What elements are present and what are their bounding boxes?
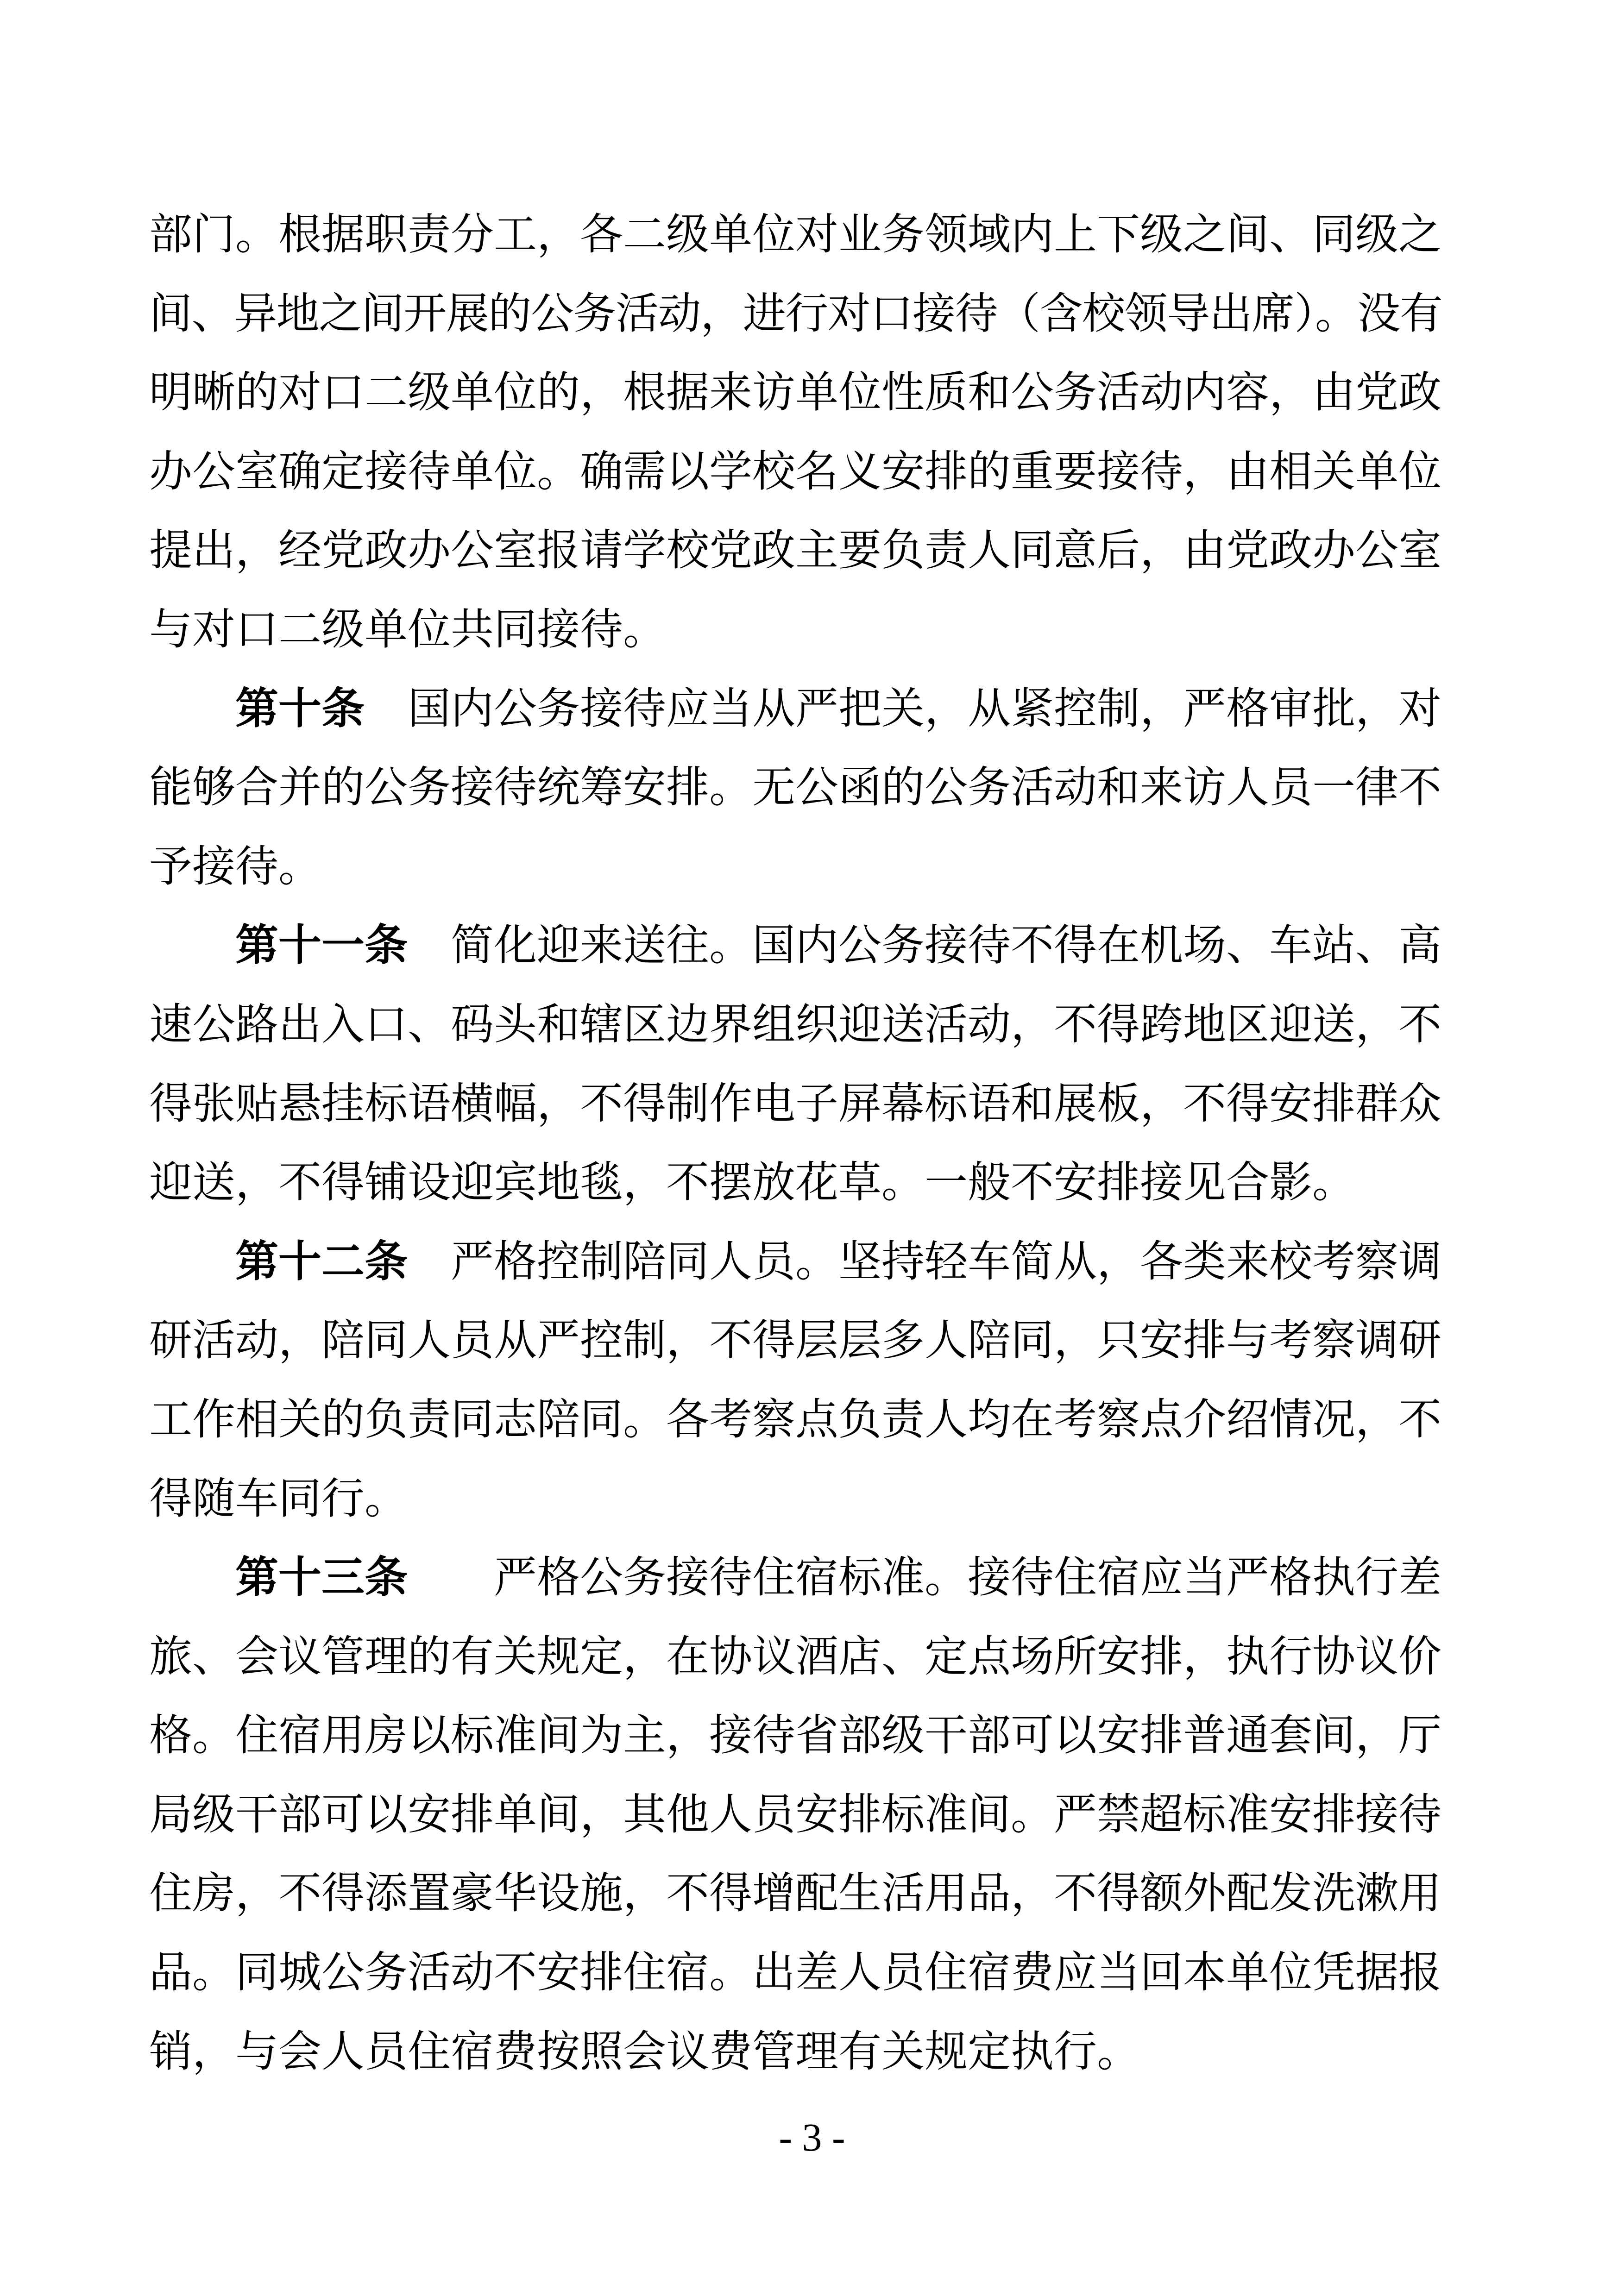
article-number: 第十三条: [235, 1554, 408, 1602]
line-text: 简化迎来送往。国内公务接待不得在机场、车站、高: [408, 922, 1441, 970]
text-line: [149, 670, 1441, 749]
text-line: 销，与会人员住宿费按照会议费管理有关规定执行。: [149, 2028, 1140, 2076]
text-line: [149, 907, 1441, 986]
text-line: 格。住宿用房以标准间为主，接待省部级干部可以安排普通套间，厅: [149, 1712, 1441, 1760]
text-line: 部门。根据职责分工，各二级单位对业务领域内上下级之间、同级之: [149, 211, 1441, 259]
text-line: 得张贴悬挂标语横幅，不得制作电子屏幕标语和展板，不得安排群众: [149, 1080, 1441, 1128]
text-line: 间、异地之间开展的公务活动，进行对口接待（含校领导出席）。没有: [149, 290, 1441, 338]
article-number: 第十二条: [235, 1238, 408, 1286]
text-line: 研活动，陪同人员从严控制，不得层层多人陪同，只安排与考察调研: [149, 1317, 1441, 1365]
text-line: 明晰的对口二级单位的，根据来访单位性质和公务活动内容，由党政: [149, 369, 1441, 417]
text-line: 提出，经党政办公室报请学校党政主要负责人同意后，由党政办公室: [149, 527, 1441, 575]
text-line: 速公路出入口、码头和辖区边界组织迎送活动，不得跨地区迎送，不: [149, 1001, 1441, 1049]
line-text: 严格公务接待住宿标准。接待住宿应当严格执行差: [408, 1554, 1441, 1602]
text-line: 旅、会议管理的有关规定，在协议酒店、定点场所安排，执行协议价: [149, 1633, 1441, 1681]
article-number: 第十条: [235, 685, 365, 733]
text-line: 能够合并的公务接待统筹安排。无公函的公务活动和来访人员一律不: [149, 764, 1441, 812]
article-number: 第十一条: [235, 922, 408, 970]
text-line: 迎送，不得铺设迎宾地毯，不摆放花草。一般不安排接见合影。: [149, 1159, 1355, 1207]
text-line: 办公室确定接待单位。确需以学校名义安排的重要接待，由相关单位: [149, 448, 1441, 496]
text-line: [149, 1223, 1441, 1302]
text-line: 与对口二级单位共同接待。: [149, 606, 666, 654]
line-text: 国内公务接待应当从严把关，从紧控制，严格审批，对: [365, 685, 1441, 733]
document-body: [149, 196, 1441, 2092]
text-line: 得随车同行。: [149, 1475, 408, 1523]
text-line: 予接待。: [149, 843, 321, 891]
text-line: 局级干部可以安排单间，其他人员安排标准间。严禁超标准安排接待: [149, 1791, 1441, 1839]
text-line: 工作相关的负责同志陪同。各考察点负责人均在考察点介绍情况，不: [149, 1396, 1441, 1444]
line-text: 严格控制陪同人员。坚持轻车简从，各类来校考察调: [408, 1238, 1441, 1286]
text-line: 住房，不得添置豪华设施，不得增配生活用品，不得额外配发洗漱用: [149, 1870, 1441, 1918]
page-number: - 3 -: [779, 2115, 845, 2159]
text-line: 品。同城公务活动不安排住宿。出差人员住宿费应当回本单位凭据报: [149, 1949, 1441, 1997]
text-line: [149, 1539, 1441, 1618]
